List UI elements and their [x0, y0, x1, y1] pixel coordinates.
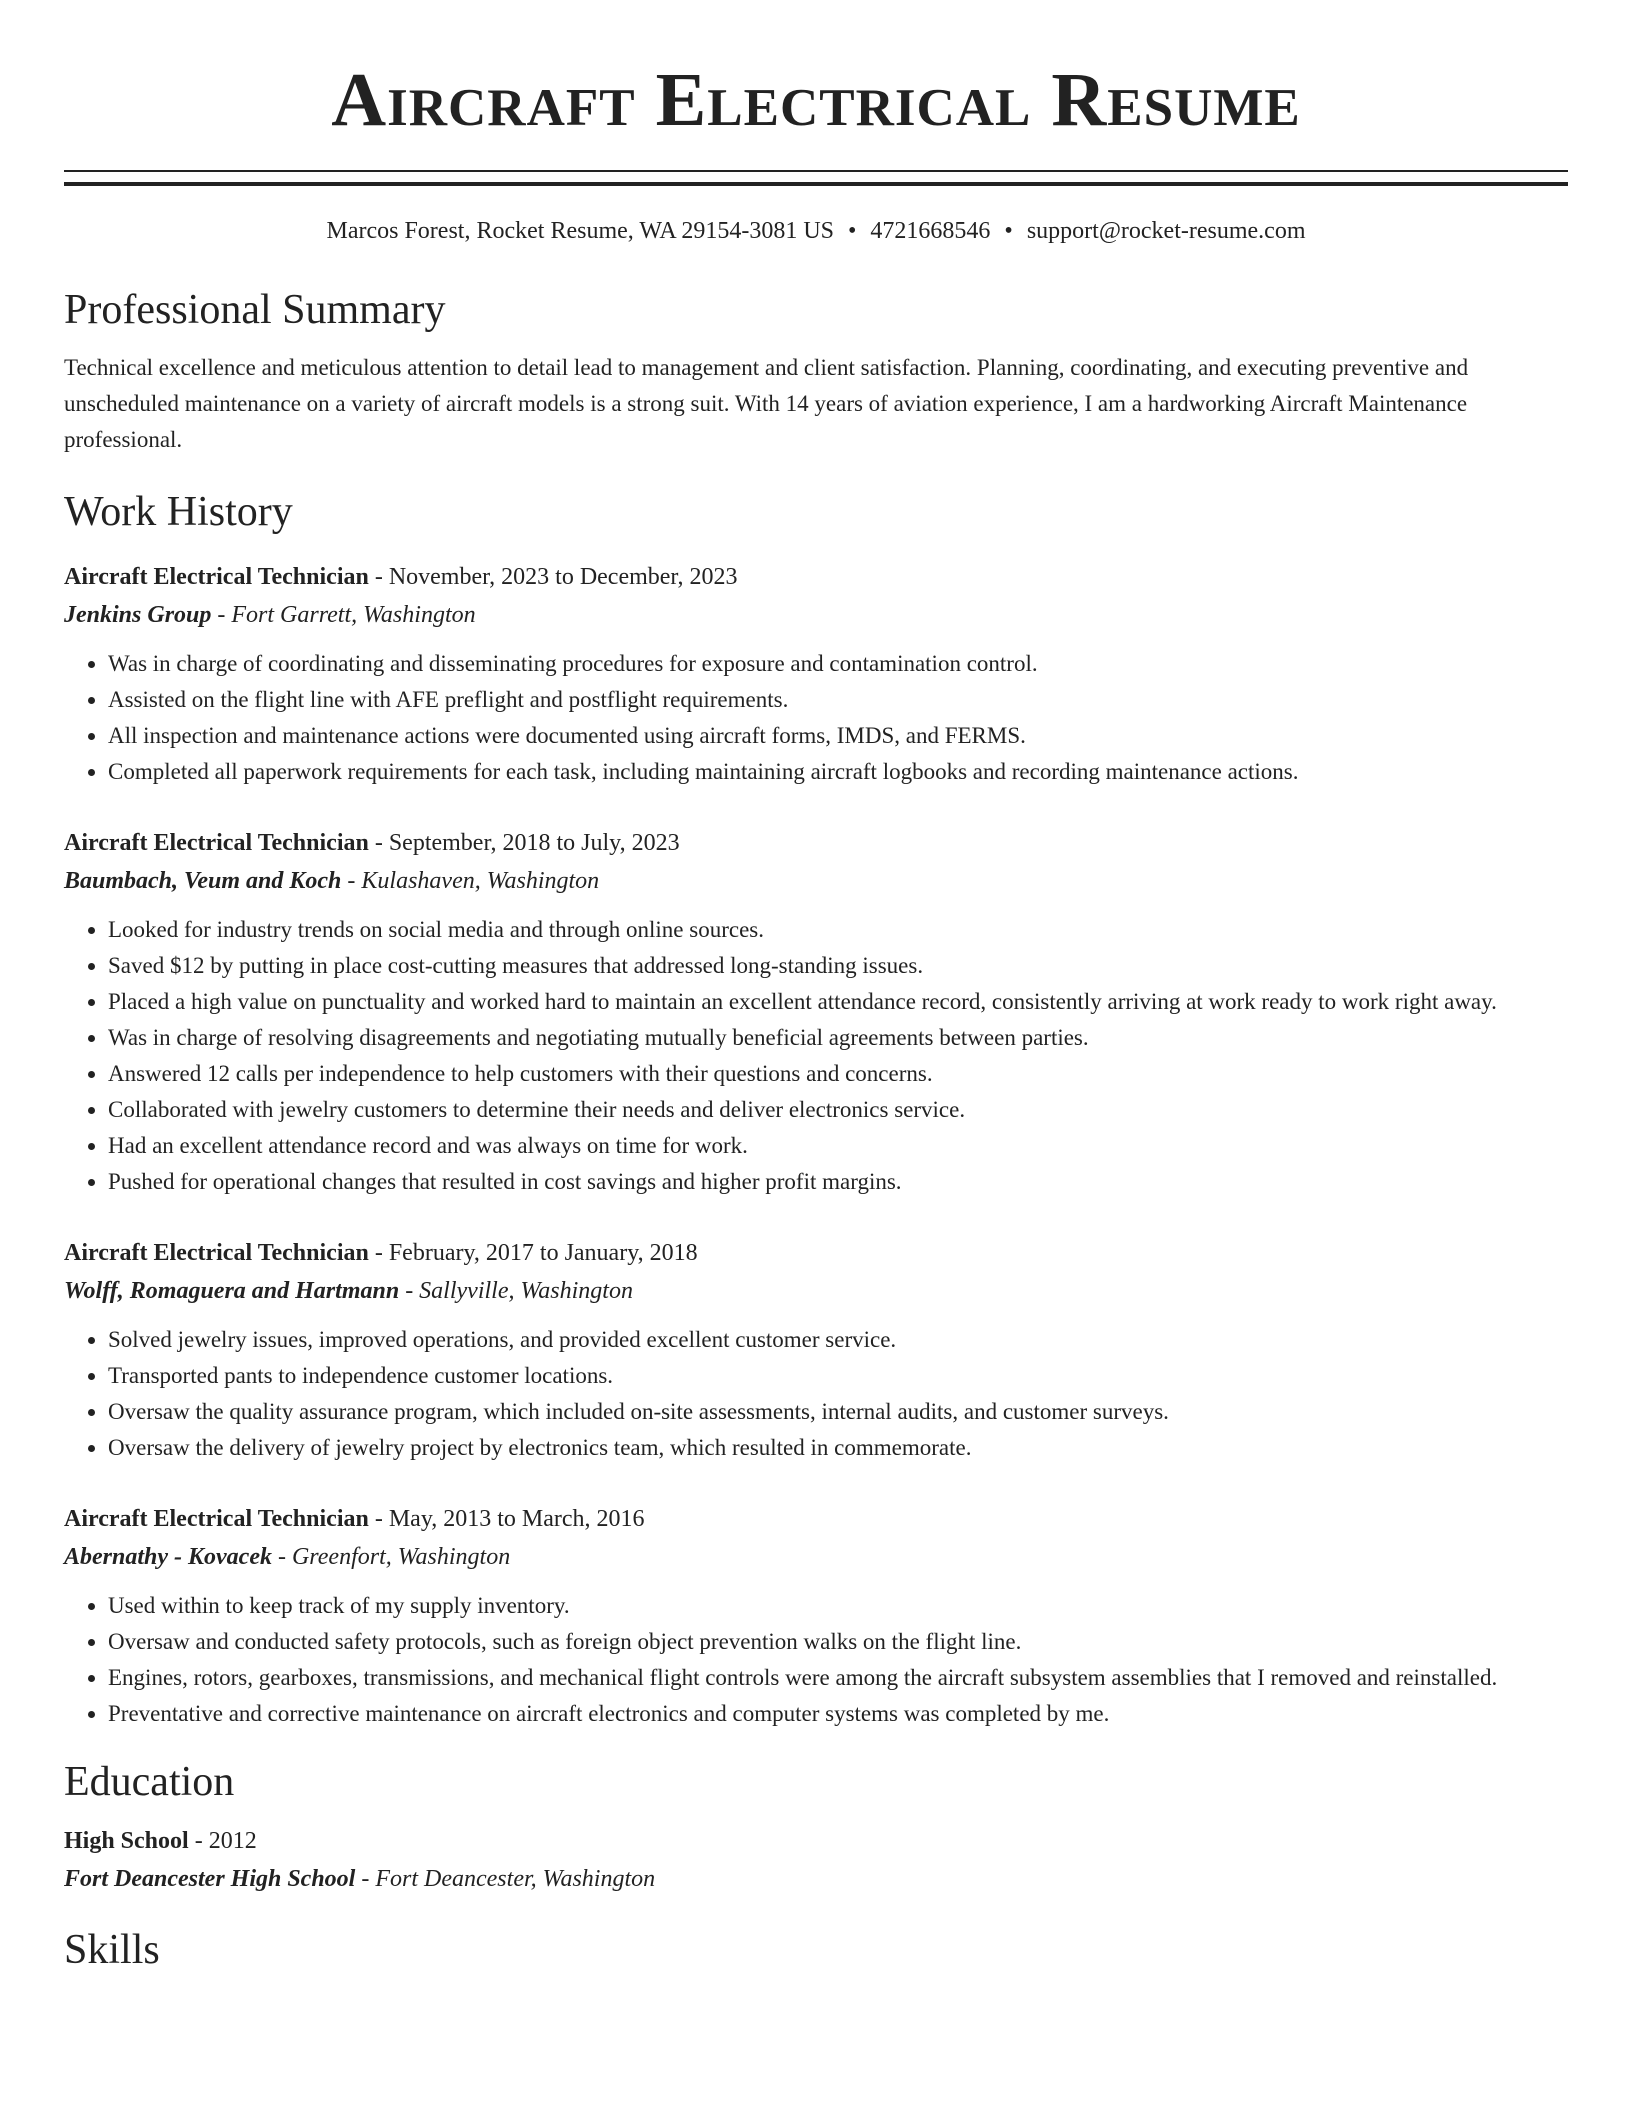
job-location: - Greenfort, Washington	[271, 1544, 511, 1570]
job-duty-item: • Oversaw the delivery of jewelry project by electronics team, which resulted in commemorate.	[108, 1430, 1568, 1466]
job-duty-item: • Used within to keep track of my supply inventory.	[108, 1588, 1568, 1624]
job-duty-item: • Answered 12 calls per independence to help customers with their questions and concerns.	[108, 1056, 1568, 1092]
contact-separator: •	[848, 218, 857, 244]
education-school-line	[64, 1860, 1568, 1898]
job-duty-item: • Was in charge of resolving disagreements and negotiating mutually beneficial agreements between parties.	[108, 1020, 1568, 1056]
job-company-line	[64, 1538, 1568, 1576]
job-title: Aircraft Electrical Technician	[64, 1240, 369, 1266]
job-company-line	[64, 1272, 1568, 1310]
title-divider	[64, 170, 1568, 186]
job-entry	[64, 558, 1568, 790]
job-duties	[64, 1322, 1568, 1466]
education-heading: Education	[64, 1759, 235, 1805]
education-school: Fort Deancester High School	[64, 1866, 356, 1892]
job-duty-item: • Oversaw and conducted safety protocols, such as foreign object prevention walks on the flight line.	[108, 1624, 1568, 1660]
skills-heading: Skills	[64, 1927, 160, 1973]
job-duty-item: • Engines, rotors, gearboxes, transmissions, and mechanical flight controls were among the aircraft subsystem assemblies that I removed and reinstalled.	[108, 1660, 1568, 1696]
job-duty-item: • Looked for industry trends on social media and through online sources.	[108, 912, 1568, 948]
contact-email: support@rocket-resume.com	[1026, 218, 1306, 244]
job-location: - Kulashaven, Washington	[341, 868, 600, 894]
job-duty-item: • Preventative and corrective maintenance on aircraft electronics and computer systems was completed by me.	[108, 1696, 1568, 1732]
job-title-line	[64, 1234, 1568, 1272]
job-entry	[64, 1234, 1568, 1466]
job-entry	[64, 824, 1568, 1200]
contact-separator: •	[1004, 218, 1013, 244]
education-entry	[64, 1822, 1568, 1898]
education-degree-line	[64, 1822, 1568, 1860]
work-history-heading: Work History	[64, 489, 293, 535]
job-company-line	[64, 596, 1568, 634]
job-company: Baumbach, Veum and Koch	[64, 868, 342, 894]
job-duty-item: • All inspection and maintenance actions were documented using aircraft forms, IMDS, and FERMS.	[108, 718, 1568, 754]
job-title: Aircraft Electrical Technician	[64, 830, 369, 856]
job-dates: - September, 2018 to July, 2023	[368, 830, 680, 856]
job-dates: - May, 2013 to March, 2016	[368, 1506, 645, 1532]
job-company: Wolff, Romaguera and Hartmann	[64, 1278, 400, 1304]
contact-address: Marcos Forest, Rocket Resume, WA 29154-3081 US	[326, 218, 834, 244]
job-duty-item: • Had an excellent attendance record and was always on time for work.	[108, 1128, 1568, 1164]
summary-heading: Professional Summary	[64, 287, 446, 333]
job-duty-item: • Transported pants to independence customer locations.	[108, 1358, 1568, 1394]
job-duties	[64, 1588, 1568, 1732]
job-location: - Sallyville, Washington	[399, 1278, 633, 1304]
contact-phone: 4721668546	[870, 218, 991, 244]
job-duty-item: • Collaborated with jewelry customers to determine their needs and deliver electronics service.	[108, 1092, 1568, 1128]
job-company-line	[64, 862, 1568, 900]
job-title-line	[64, 1500, 1568, 1538]
contact-line	[64, 216, 1568, 246]
job-title-line	[64, 558, 1568, 596]
job-duty-item: • Assisted on the flight line with AFE preflight and postflight requirements.	[108, 682, 1568, 718]
education-year: - 2012	[188, 1828, 257, 1854]
education-degree: High School	[64, 1828, 189, 1854]
job-dates: - February, 2017 to January, 2018	[368, 1240, 698, 1266]
job-duty-item: • Placed a high value on punctuality and worked hard to maintain an excellent attendance record, consistently arriving at work ready to work right away.	[108, 984, 1568, 1020]
job-title-line	[64, 824, 1568, 862]
job-entry	[64, 1500, 1568, 1732]
education-location: - Fort Deancester, Washington	[355, 1866, 656, 1892]
job-title: Aircraft Electrical Technician	[64, 1506, 369, 1532]
job-duty-item: • Solved jewelry issues, improved operations, and provided excellent customer service.	[108, 1322, 1568, 1358]
job-title: Aircraft Electrical Technician	[64, 564, 369, 590]
job-duty-item: • Was in charge of coordinating and disseminating procedures for exposure and contamination control.	[108, 646, 1568, 682]
job-duties	[64, 646, 1568, 790]
job-dates: - November, 2023 to December, 2023	[368, 564, 738, 590]
job-duty-item: • Completed all paperwork requirements for each task, including maintaining aircraft logbooks and recording maintenance actions.	[108, 754, 1568, 790]
job-company: Jenkins Group	[64, 602, 212, 628]
job-location: - Fort Garrett, Washington	[211, 602, 476, 628]
job-duty-item: • Oversaw the quality assurance program, which included on-site assessments, internal audits, and customer surveys.	[108, 1394, 1568, 1430]
job-company: Abernathy - Kovacek	[64, 1544, 272, 1570]
summary-text: Technical excellence and meticulous attention to detail lead to management and client satisfaction. Planning, coordinating, and executing preventive and unscheduled maintenance on a variety of aircraft models is a strong suit. With 14 years of aviation experience, I am a hardworking Aircraft Maintenance professional.	[64, 355, 1469, 452]
job-duty-item: • Pushed for operational changes that resulted in cost savings and higher profit margins.	[108, 1164, 1568, 1200]
job-duties	[64, 912, 1568, 1200]
job-duty-item: • Saved $12 by putting in place cost-cutting measures that addressed long-standing issues.	[108, 948, 1568, 984]
resume-title: Aircraft Electrical Resume	[331, 58, 1301, 142]
